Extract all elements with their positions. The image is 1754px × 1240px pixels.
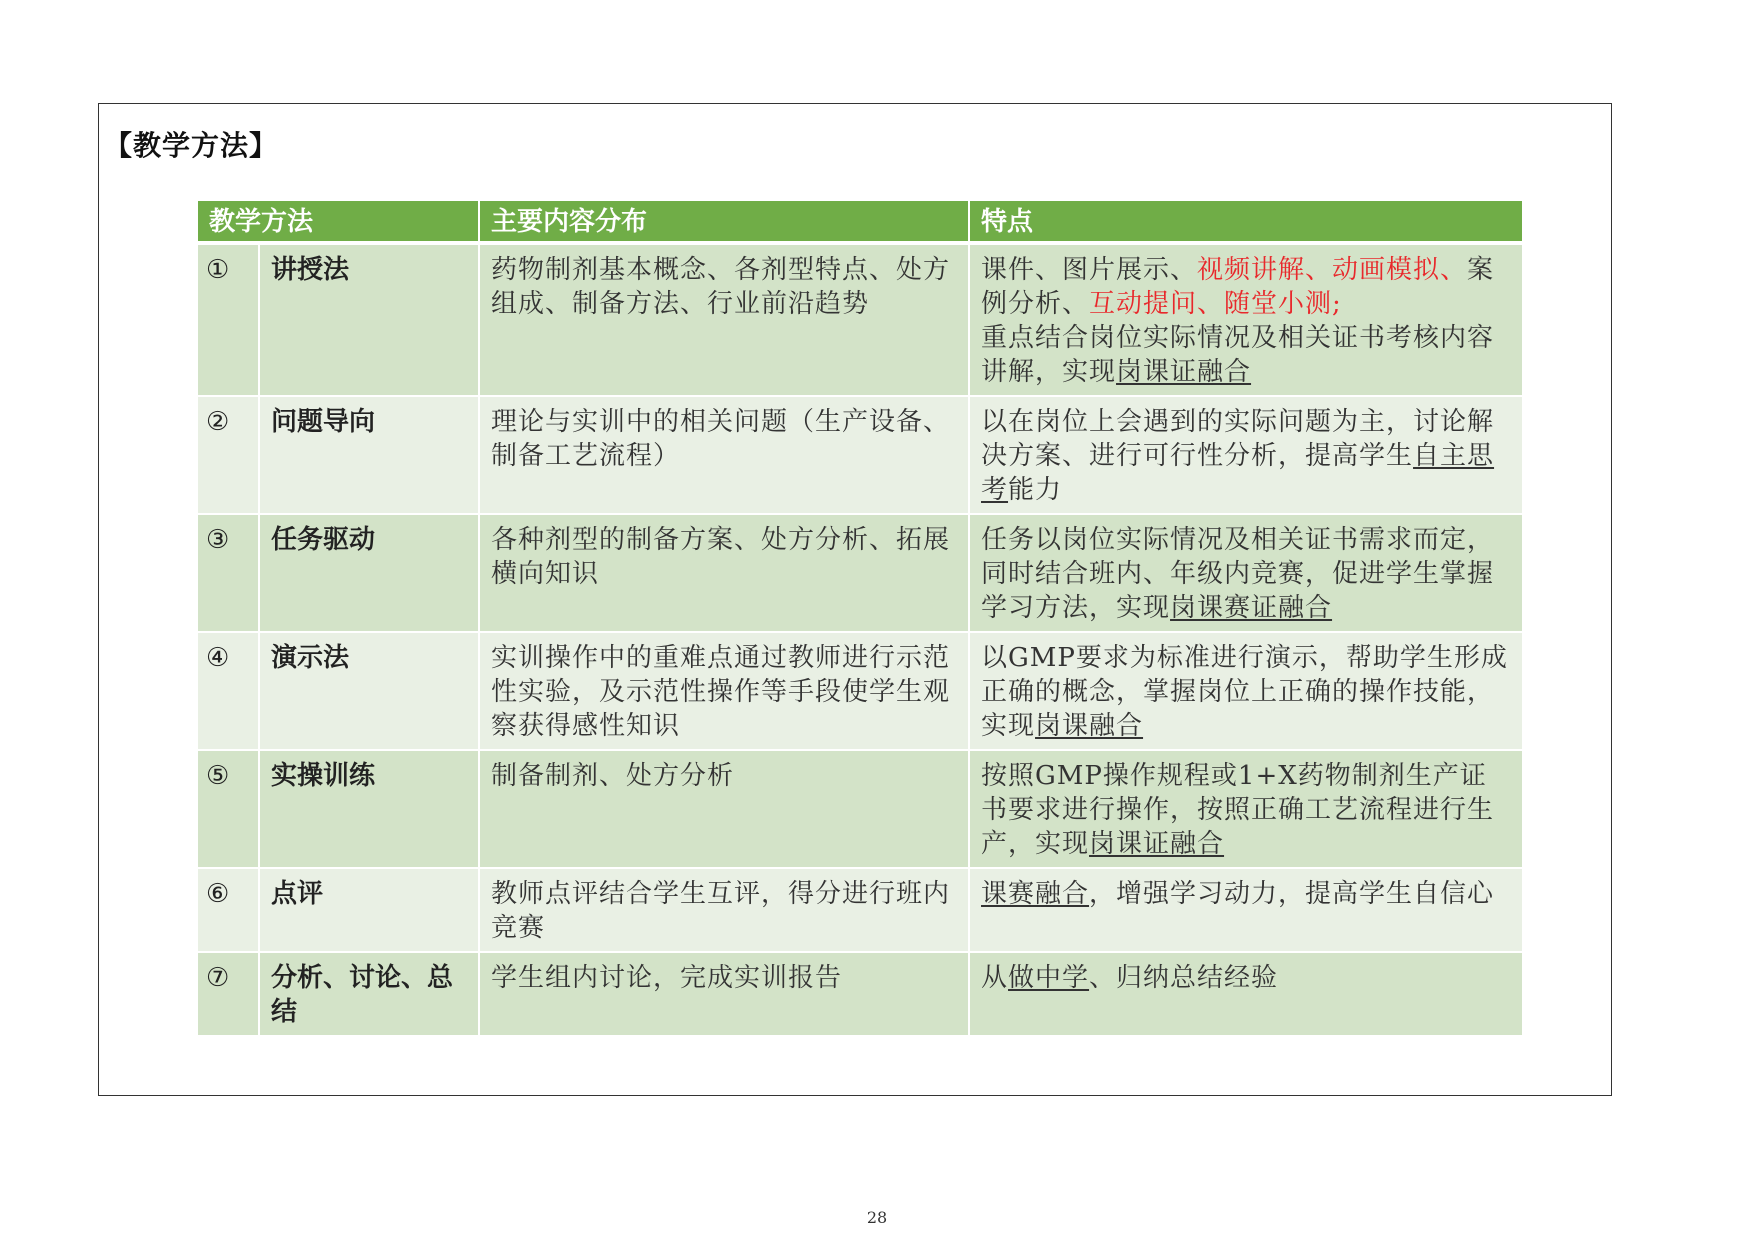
features-cell <box>969 952 1523 1036</box>
features-cell <box>969 868 1523 952</box>
content-cell: 理论与实训中的相关问题（生产设备、制备工艺流程） <box>479 396 969 514</box>
header-features: 特点 <box>969 200 1523 243</box>
features-text: 以GMP要求为标准进行演示，帮助学生形成正确的概念，掌握岗位上正确的操作技能，实现 <box>981 643 1508 741</box>
underlined-term: 课赛融合 <box>981 879 1090 909</box>
underlined-term: 自主思考 <box>981 441 1495 505</box>
method-name: 点评 <box>259 868 479 952</box>
row-number: ⑦ <box>197 952 259 1036</box>
content-cell: 实训操作中的重难点通过教师进行示范性实验，及示范性操作等手段使学生观察获得感性知识 <box>479 632 969 750</box>
method-name: 实操训练 <box>259 750 479 868</box>
content-cell: 教师点评结合学生互评，得分进行班内竞赛 <box>479 868 969 952</box>
features-text: ，增强学习动力，提高学生自信心 <box>1089 879 1495 909</box>
underlined-term: 岗课证融合 <box>1116 357 1252 387</box>
content-cell: 学生组内讨论，完成实训报告 <box>479 952 969 1036</box>
table-row <box>197 243 1523 396</box>
highlight-text: 视频讲解、动画模拟、 <box>1197 255 1468 285</box>
features-text: 能力 <box>1008 475 1063 505</box>
method-name: 问题导向 <box>259 396 479 514</box>
header-method: 教学方法 <box>197 200 479 243</box>
features-text: 课件、图片展示、 <box>981 255 1198 285</box>
table-header-row <box>197 200 1523 243</box>
features-text: 、归纳总结经验 <box>1089 963 1279 993</box>
page-number: 28 <box>866 1208 888 1227</box>
teaching-methods-table <box>196 199 1524 1037</box>
underlined-term: 岗课融合 <box>1035 711 1144 741</box>
features-text: 从 <box>981 963 1009 993</box>
method-name: 演示法 <box>259 632 479 750</box>
underlined-term: 岗课赛证融合 <box>1170 593 1333 623</box>
content-cell: 制备制剂、处方分析 <box>479 750 969 868</box>
features-text: 案例分析、 <box>981 255 1495 319</box>
underlined-term: 做中学 <box>1008 963 1090 993</box>
table-row <box>197 952 1523 1036</box>
method-name: 任务驱动 <box>259 514 479 632</box>
header-content: 主要内容分布 <box>479 200 969 243</box>
features-cell <box>969 243 1523 396</box>
row-number: ④ <box>197 632 259 750</box>
table-row <box>197 750 1523 868</box>
table-row <box>197 396 1523 514</box>
section-title: 【教学方法】 <box>104 129 279 162</box>
features-cell <box>969 396 1523 514</box>
table-row <box>197 514 1523 632</box>
underlined-term: 岗课证融合 <box>1089 829 1225 859</box>
row-number: ⑤ <box>197 750 259 868</box>
features-cell <box>969 632 1523 750</box>
features-text: 任务以岗位实际情况及相关证书需求而定，同时结合班内、年级内竞赛，促进学生掌握学习方法，实现 <box>981 525 1495 623</box>
table-row <box>197 632 1523 750</box>
content-cell: 各种剂型的制备方案、处方分析、拓展横向知识 <box>479 514 969 632</box>
row-number: ⑥ <box>197 868 259 952</box>
content-cell: 药物制剂基本概念、各剂型特点、处方组成、制备方法、行业前沿趋势 <box>479 243 969 396</box>
features-text: 以在岗位上会遇到的实际问题为主，讨论解决方案、进行可行性分析，提高学生 <box>981 407 1495 471</box>
row-number: ② <box>197 396 259 514</box>
row-number: ③ <box>197 514 259 632</box>
features-text: 按照GMP操作规程或1+X药物制剂生产证书要求进行操作，按照正确工艺流程进行生产，实现 <box>981 761 1495 859</box>
method-name: 分析、讨论、总结 <box>259 952 479 1036</box>
features-cell <box>969 750 1523 868</box>
method-name: 讲授法 <box>259 243 479 396</box>
highlight-text: 互动提问、随堂小测; <box>1089 289 1342 319</box>
row-number: ① <box>197 243 259 396</box>
features-cell <box>969 514 1523 632</box>
table-row <box>197 868 1523 952</box>
features-text: 重点结合岗位实际情况及相关证书考核内容讲解，实现 <box>981 323 1495 387</box>
